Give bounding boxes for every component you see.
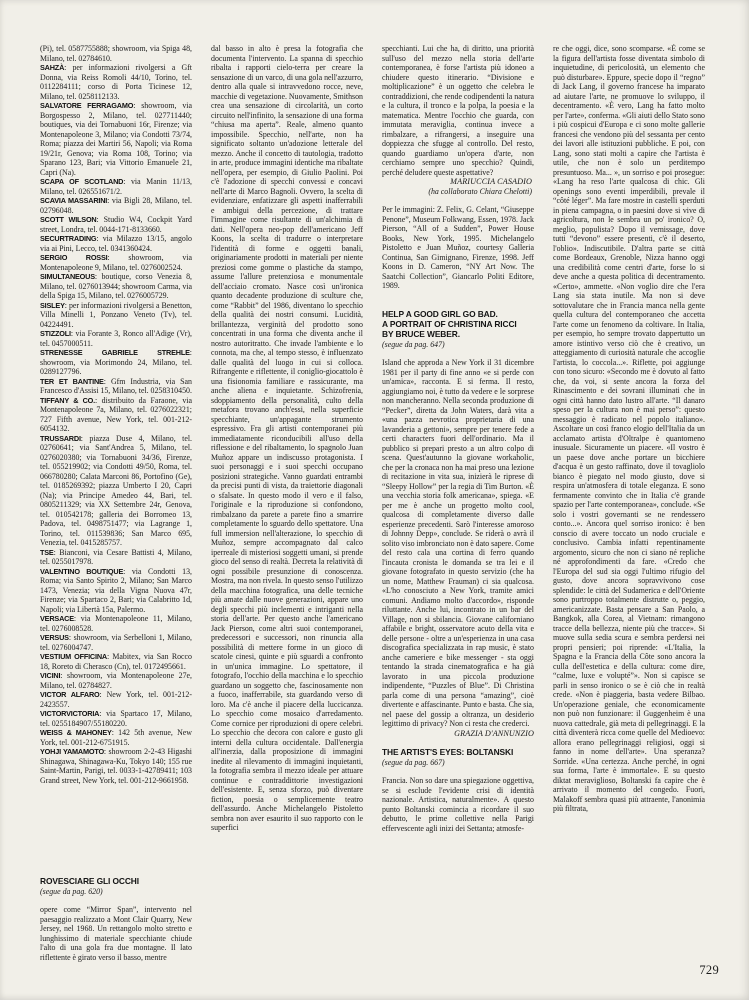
directory-entry: SECURTRADING: via Milazzo 13/15, angolo via ai Pini, Lecco, tel. 0341360424. bbox=[40, 234, 192, 253]
directory-entry: SALVATORE FERRAGAMO: showroom, via Borgospesso 2, Milano, tel. 027711440; boutiques, via dei Tornabuoni 16r, Firenze; via Montenapoleone 3, Milano; via Condotti 73/74, Roma; piazza dei Martiri 56, Napoli; via Roma 19/21r, Genova; via Roma 108, Torino; via Sparano 123, Bari; via Vittorio Emanuele 21, Capri (Na). bbox=[40, 101, 192, 177]
directory-entry: STIZZOLI: via Forante 3, Ronco all'Adige (Vr), tel. 0457000511. bbox=[40, 329, 192, 348]
directory-entry-name: SALVATORE FERRAGAMO bbox=[40, 101, 134, 110]
directory-entry-name: TIFFANY & CO. bbox=[40, 395, 95, 405]
directory-entry: TIFFANY & CO.: distribuito da Faraone, via Montenapoleone 7a, Milano, tel. 0276022321; 727 Fifth avenue, New York, tel. 001-212-6054132. bbox=[40, 395, 192, 433]
directory-entry: VICTOR ALFARO: New York, tel. 001-212-2423557. bbox=[40, 690, 192, 709]
directory-entry: YOHJI YAMAMOTO: showroom 2-2-43 Higashi Shinagawa, Shinagawa-Ku, Tokyo 140; 155 rue Saint-Martin, Parigi, tel. 0033-1-42789411; 103 Grand street, New York, tel. 001-212-9661958. bbox=[40, 747, 192, 785]
article-title-line: ROVESCIARE GLI OCCHI bbox=[40, 875, 139, 886]
directory-entry-name: WEISS & MAHONEY bbox=[40, 728, 112, 737]
directory-entry: STRENESSE GABRIELE STREHLE: showroom, via Morimondo 24, Milano, tel. 0289127796. bbox=[40, 348, 192, 376]
article-paragraph: specchianti. Lui che ha, di diritto, una priorità sull'uso del mezzo nella storia dell'arte contemporanea, è forse l'artista più idoneo a chiudere questo itinerario. “Divisione e moltiplicazione” è un oggetto che celebra le contraddizioni, che rende codipendenti la natura e la cultura, il tronco e la polpa, la poesia e la matematica. Mentre l'occhio che guarda, con immutata meraviglia, continua invece a rimbalzare, a rifrangersi, a inseguire una doppiezza che sfugge al controllo. Del resto, quando guardiamo un'opera d'arte, non cerchiamo sempre uno specchio? Quindi, perché deludere queste aspettative? bbox=[382, 44, 534, 177]
directory-entry-name: SIMULTANEOUS bbox=[40, 272, 95, 281]
article-paragraph: dal basso in alto è presa la fotografia che documenta l'intervento. La spanna di specchio ribalta i rapporti cielo-terra per creare la sensazione di un varco, di una gola nell'azzurro, dentro alla quale si intravvedono rocce, neve, macchie di vegetazione. Nuovamente, Smithson crea una sensazione di circolarità, un corto circuito nell'infinito, la sensazione di una forma “chiusa ma aperta”. Reale, almeno quanto impossibile. Specchio, nell'arte, non ha significato soltanto un'adozione letterale del mezzo. Anche il concetto di tautologia, tradotto in arte, produce immagini identiche ma ribaltate nell'opera, per esempio, di Giulio Paolini. Poi c'è l'adozione di specchi convessi e concavi nell'arte di Marco Bagnoli. Ovvero, la scelta di evidenziare, enfatizzare gli aspetti inafferrabili e ambigui della percezione, di trattare l'immagine come risultante di un'alchimia di dati. Nell'opera neo-pop dell'americano Jeff Koons, la scelta di tradurre o interpretare l'identità di forme e oggetti banali, originariamente prodotti in materiali per niente preziosi come gomme o plastiche da stampo, assume l'allure pretenziosa e monumentale dell'acciaio cromato. Nasce così un'ironica quanto decadente produzione di sculture che, come “Rabbit” del 1986, diventano lo specchio della qualità dei nostri consumi. Lucidità, brillantezza, verginità del prodotto sono concentrati in una forma che diventa anche il nostro autoritratto. Che invade l'ambiente e lo connota, ma che, al tempo stesso, è influenzato dalle qualità del luogo in cui si colloca. Rifrangente e riflettente, il coniglio-giocattolo è una fisionomia familiare e rassicurante, ma anche aliena e inquietante. Schizofrenia, sdoppiamento della personalità, culto della metafora trovano anch'essi, nella superficie specchiante, un'appagante strumento espressivo. Fra gli artisti contemporanei più immediatamente riconducibili all'uso della riflessione e del ribaltamento, lo spagnolo Juan Muñoz appare un indiscusso protagonista. I suoi personaggi e i suoi specchi occupano posizioni strategiche. Vanno guardati entrambi da precisi punti di vista, da traiettorie diagonali o sfalsate. In questo modo il vero e il falso, l'originale e la riproduzione si confondono, rimbalzano da parete a parete fino a smarrire completamente lo sguardo dello spettatore. Una full immersion nell'alterazione, lo specchio di Muñoz, sempre accompagnato dal calco iperreale di misteriosi soggetti umani, si prende gioco del senso di realtà. Decreta la relatività di ogni possibile presunzione di conoscenza. Mostra, ma non rivela. In questo senso l'utilizzo della macchina fotografica, una delle tecniche più amate dalle nuove generazioni, appare uno degli specchi più inclementi e intriganti nella storia dell'arte. Per questo anche l'americano Jack Pierson, come altri suoi contemporanei, predecessori e successori, non rinuncia alla possibilità di mettere forme in un gioco di scatole cinesi, quinte e più sguardi a confronto in un'unica immagine. Lo spettatore, il fotografo, l'occhio della macchina e lo specchio guardano un soggetto che, fascinosamente non a fuoco, inafferrabile, sta guardando verso di loro. Ma c'è anche il piacere della luccicanza. Lo specchio come mosaico d'arredamento. Come cornice per riproduzioni di opere celebri. Lo specchio che decora con calore e gusto gli interni della cultura occidentale. Dall'energia all'inerzia, dalla proposizione di immagini inedite al rilevamento di immagini inquietanti, la fotografia sembra il mezzo ideale per attuare continue e contraddittorie investigazioni dell'esistente. E, senza sforzo, può diventare fiction, poesia o semplicemente teatro dell'assurdo. Anche Michelangelo Pistoletto sembra non aver esaurito il suo rapporto con le superfici bbox=[211, 44, 363, 832]
text-column bbox=[553, 44, 705, 962]
directory-entry: VALENTINO BOUTIQUE: via Condotti 13, Roma; via Santo Spirito 2, Milano; San Marco 1473, Venezia; via della Vigna Nuova 47r, Firenze; via Spartaco 2, Bari; via Calabritto 1d, Napoli; via Libertà 15a, Palermo. bbox=[40, 566, 192, 614]
article-paragraph: re che oggi, dice, sono scomparse. «È come se la figura dell'artista fosse diventata simbolo di inquietudine, di pericolosità, un elemento che può disturbare». Eppure, specie dopo il “regno” di Jack Lang, il governo francese ha imparato ad aiutare l'arte, ne promuove lo sviluppo, il decentramento. «È vero, Lang ha fatto molto per l'arte», conferma. «Gli aiuti dello Stato sono i più cospicui d'Europa e ci sono molte gallerie francesi che vendono più del sessanta per cento dei lavori alle istituzioni pubbliche. E poi, con Lang, sono stati molti a capire che l'artista è utile, che non è solo un perditempo presuntuoso. Ma... », un sorriso e poi prosegue: «Lang ha reso l'arte qualcosa di chic. Gli openings sono eventi imperdibili, prevale il “côté léger”. Ma fare mostre in castelli sperduti in piena campagna, o in paesini dove si vive di agricoltura, non le sembra un po' ironico? O, meglio, populista? Dopo il vernissage, dove tutti “devono” essere presenti, c'è il deserto, l'oblio». Indiscutibile. D'altra parte se città come Bordeaux, Grenoble, Nizza hanno oggi una credibilità come centri d'arte, forse lo si deve anche a questa politica di decentramento. «Certo», ammette. «Non voglio dire che l'era Lang sia stata inutile. Ma non si deve sottovalutare che in Francia manca nella gente quella cultura del contemporaneo che accetta l'arte come un fenomeno da coltivare. In Italia, per esempio, ho sempre trovato dappertutto un amore istintivo verso ciò che è creativo, un atteggiamento di curiosità naturale che accoglie l'artista, lo coccola...». Riflette, poi aggiunge con tono sicuro: «Secondo me è dovuto al fatto che, da voi, si sente ancora la forza del Rinascimento e dei sovrani illuminati che in ogni città hanno dato lustro all'arte. “Il danaro speso per la cultura non è mai perso”: questo messaggio è radicato nel popolo italiano». Ascoltare un così franco elogio dell'Italia da un acclamato artista d'Oltralpe è quantomeno inusuale. Sicuramente un piacere. «Il vostro è un paese dove anche portare un bicchiere d'acqua è un gesto raffinato, dove il tovagliolo bianco è piegato nel modo giusto, dove si respira un'atmosfera di totale eleganza. E sono fermamente convinto che in Italia c'è grande spazio per l'arte contemporanea», conclude. «Se solo i vostri governanti se ne rendessero conto...». Ancora quel sorriso ironico: è ben conscio di avere toccato un nodo cruciale e conclusivo. Cambia infatti repentinamente argomento, sicuro che non ci siano né repliche né approfondimenti da fare. «Credo che l'Europa del sud sia oggi l'ultimo rifugio del gusto, dove ancora sopravvivono cose splendide: le città del Sudamerica e dell'Oriente sono purtroppo totalmente distrutte o, peggio, americanizzate. Basta pensare a San Paolo, a Bangkok, alla Corea, al Vietnam: rimangono tracce della bellezza, niente più che tracce». Si muove sulla sedia scura e sembra perdersi nei propri pensieri; poi riprende: «L'Italia, la Spagna e la Francia della Côte sono ancora la culla dell'estetica e della cultura: come dire, “calme, luxe e volupté”». Non si capisce se parli in senso ironico o se è ciò che in realtà crede. «Non è piaggeria, basta vedere Bilbao. Un'operazione geniale, che economicamente non può non funzionare: il Guggenheim è una nuova cattedrale, già meta di pellegrinaggi. E la città diventerà ricca come quelle del Medioevo: allora erano pellegrinaggi religiosi, oggi si fanno in nome dell'arte». Una speranza? Sorride. «Una certezza. Anche perché, in ogni sua forma, l'arte è immortale». E su questo diktat meraviglioso, Boltanski fa capire che è arrivato il momento del congedo. Fuori, Malakoff sembra quasi più attraente, l'anonimia più filtrata, bbox=[553, 44, 705, 813]
directory-entry-name: SCAVIA MASSARINI bbox=[40, 196, 108, 205]
directory-entry: SCAVIA MASSARINI: via Bigli 28, Milano, tel. 02796048. bbox=[40, 196, 192, 215]
directory-entry-name: VERSUS bbox=[40, 633, 69, 642]
article-title-line: A PORTRAIT OF CHRISTINA RICCI bbox=[382, 318, 517, 329]
continued-from-note: (segue da pag. 647) bbox=[382, 339, 445, 349]
directory-entry-name: VICTORVICTORIA bbox=[40, 709, 100, 718]
text-columns bbox=[40, 44, 705, 962]
directory-entry: VERSACE: via Montenapoleone 11, Milano, tel. 0276008528. bbox=[40, 614, 192, 633]
directory-entry-name: YOHJI YAMAMOTO bbox=[40, 747, 104, 756]
author-signature: MARIUCCIA CASADIO bbox=[450, 177, 532, 186]
directory-entry-name: SAHZÀ bbox=[40, 63, 65, 72]
directory-entry-name: SECURTRADING bbox=[40, 234, 97, 243]
text-column bbox=[40, 44, 192, 962]
directory-entry-name: VESTIUM OFFICINA bbox=[40, 652, 107, 661]
directory-entry: VICTORVICTORIA: via Spartaco 17, Milano, tel. 0255184907/55180220. bbox=[40, 709, 192, 728]
continued-from-note: (segue da pag. 620) bbox=[40, 886, 103, 896]
directory-entry-name: STRENESSE GABRIELE STREHLE bbox=[40, 348, 190, 357]
directory-entry-name: SISLEY bbox=[40, 300, 65, 310]
column-spacer bbox=[40, 785, 192, 858]
directory-entry: TER ET BANTINE: Gfm Industria, via San Francesco d'Assisi 15, Milano, tel. 0258310450. bbox=[40, 376, 192, 395]
directory-entry: VESTIUM OFFICINA: Mabitex, via San Rocco 18, Roreto di Cherasco (Cn), tel. 0172495661. bbox=[40, 652, 192, 671]
article-title bbox=[382, 747, 534, 757]
directory-entry-name: SERGIO ROSSI bbox=[40, 253, 108, 262]
directory-entry: TRUSSARDI: piazza Duse 4, Milano, tel. 02760641; via Sant'Andrea 5, Milano, tel. 0276020380; via Tornabuoni 34/36, Firenze, tel. 055219902; via Condotti 49/50, Roma, tel. 066780280; Calata Marconi 86, Portofino (Ge), tel. 0185269392; piazza Umberto I 20, Capri (Na); via Principe Amedeo 44, Bari, tel. 0805211329; via XX Settembre 24r, Genova, tel. 010542178; galleria dei Borromeo 13, Padova, tel. 0498751477; via Lagrange 1, Torino, tel. 011539836; San Marco 695, Venezia, tel. 0415285757. bbox=[40, 433, 192, 547]
directory-entry-continued: (Pi), tel. 0587755888; showroom, via Spiga 48, Milano, tel. 02784610. bbox=[40, 44, 192, 63]
article-paragraph: Island che approda a New York il 31 dicembre 1981 per il party di fine anno «e si perde con un'amica», racconta. E si ferma. Il resto, aggiungiamo noi, è tutto da vedere e le sorprese non mancheranno. Nella seconda produzione di “Pecker”, diretta da John Waters, darà vita a «una pazza nevrotica proprietaria di una lavanderia a gettoni», sempre per tenere fede a certi characters fuori dell'ordinario. Ma il pubblico si prepari presto a un altro colpo di scena. Quest'autunno la giovane workaholic, che per la cronaca non ha mai preso una lezione di recitazione in vita sua, inizierà le riprese di “Sleepy Hollow” per la regia di Tim Burton. «È una vecchia storia folk americana», spiega. «E per me è anche un progetto molto cool, qualcosa di completamente diverso dalle esperienze precedenti. Sarò l'interesse amoroso di Johnny Depp», conclude. Se riderà o avrà il solito viso imbronciato non è dato sapere. Come del resto cala una cortina di ferro quando l'incauta cronista le domanda se tra lei e il giovane fotografato in questo servizio (che ha un nome, Matthew Frauman) ci sia qualcosa. «L'ho conosciuto a New York, tramite amici comuni. Andiamo molto d'accordo», risponde riluttante. Anche lui, incontrato in un bar del Village, non si sbilancia. Giovane californiano affabile e bright, osservatore acuto della vita e delle persone - oltre a un'esperienza in una casa discografica specializzata in rap music, è stato anche cameriere e bike messenger - sta oggi tentando la strada cinematografica e ha già lavorato in una piccola produzione indipendente, “Puzzles of Blue”. Di Christina parla come di una persona “amazing”, cioè divertente e affascinante. Punto e basta. Che sia, nel paese del gossip a oltranza, un desiderio legittimo di privacy? Non ci resta che crederci. GRAZIA D'ANNUNZIO bbox=[382, 358, 534, 738]
directory-entry-name: VERSACE bbox=[40, 614, 74, 623]
article-paragraph: opere come “Mirror Span”, intervento nel paesaggio realizzato a Mont Clair Quarry, New Jersey, nel 1968. Un rettangolo molto stretto e lunghissimo di materiale specchiante chiude l'alto di una gola fra due montagne. Il lato riflettente è girato verso il basso, mentre bbox=[40, 905, 192, 962]
article-title bbox=[382, 309, 534, 339]
text-column bbox=[382, 44, 534, 962]
directory-entry: VERSUS: showroom, via Serbelloni 1, Milano, tel. 0276004747. bbox=[40, 633, 192, 652]
author-signature: GRAZIA D'ANNUNZIO bbox=[454, 728, 534, 738]
directory-entry-name: STIZZOLI bbox=[40, 329, 71, 338]
directory-entry: SIMULTANEOUS: boutique, corso Venezia 8, Milano, tel. 0276013944; showroom Carma, via della Spiga 15, Milano, tel. 0276005729. bbox=[40, 272, 192, 300]
directory-entry: TSE: Bianconi, via Cesare Battisti 4, Milano, tel. 0255017978. bbox=[40, 547, 192, 566]
continued-from-note: (segue da pag. 667) bbox=[382, 757, 445, 767]
directory-entry-name: TRUSSARDI bbox=[40, 433, 81, 443]
page-number: 729 bbox=[699, 963, 719, 977]
article-title bbox=[40, 876, 192, 886]
directory-entry-name: SCOTT WILSON bbox=[40, 215, 97, 224]
collaborator-note: (ha collaborato Chiara Chelotti) bbox=[428, 186, 532, 196]
text-column bbox=[211, 44, 363, 962]
directory-entry: SCAPA OF SCOTLAND: via Manin 11/13, Milano, tel. 026551671/2. bbox=[40, 177, 192, 196]
image-credits: Per le immagini: Z. Felix, G. Celant, “Giuseppe Penone”, Museum Folkwang, Essen, 1978. Jack Pierson, “All of a Sudden”, Power House Books, New York, 1995. Michelangelo Pistoletto e Juan Muñoz, courtesy Galleria Continua, San Gimignano, Firenze, 1998. Jeff Koons in D. Cameron, “NY Art Now. The Saatchi Collection”, Giancarlo Politi Editore, 1989. bbox=[382, 205, 534, 291]
article-title-line: BY BRUCE WEBER. bbox=[382, 328, 460, 339]
directory-entry-name: TER ET BANTINE bbox=[40, 376, 104, 386]
directory-entry: SAHZÀ: per informazioni rivolgersi a Gft Donna, via Reiss Romoli 44/10, Torino, tel. 0112284111; corso di Porta Ticinese 12, Milano, tel. 0258112133. bbox=[40, 63, 192, 101]
directory-entry-name: VICTOR ALFARO bbox=[40, 690, 100, 699]
article-paragraph: Francia. Non so dare una spiegazione oggettiva, se si esclude l'evidente crisi di identità nazionale. Artistica, naturalmente». A questo punto Boltanski comincia a ricordare il suo debutto, le prime collettive nella Parigi effervescente agli inizi dei Settanta; atmosfe- bbox=[382, 776, 534, 833]
directory-entry: VICINI: showroom, via Montenapoleone 27e, Milano, tel. 02784827. bbox=[40, 671, 192, 690]
directory-entry: SERGIO ROSSI: showroom, via Montenapoleone 9, Milano, tel. 0276002524. bbox=[40, 253, 192, 272]
directory-entry-name: VICINI bbox=[40, 671, 61, 680]
article-title-line: THE ARTIST'S EYES: BOLTANSKI bbox=[382, 746, 514, 757]
directory-entry-name: SCAPA OF SCOTLAND bbox=[40, 177, 124, 186]
article-title-line: HELP A GOOD GIRL GO BAD. bbox=[382, 308, 498, 319]
directory-entry-name: TSE bbox=[40, 547, 54, 557]
directory-entry: SCOTT WILSON: Studio W4, Cockpit Yard street, Londra, tel. 0044-171-8133660. bbox=[40, 215, 192, 234]
directory-entry: SISLEY: per informazioni rivolgersi a Benetton, Villa Minelli 1, Ponzano Veneto (Tv), tel. 04224491. bbox=[40, 300, 192, 329]
directory-entry-name: VALENTINO BOUTIQUE bbox=[40, 566, 124, 576]
directory-entry: WEISS & MAHONEY: 142 5th avenue, New York, tel. 001-212-6751915. bbox=[40, 728, 192, 747]
